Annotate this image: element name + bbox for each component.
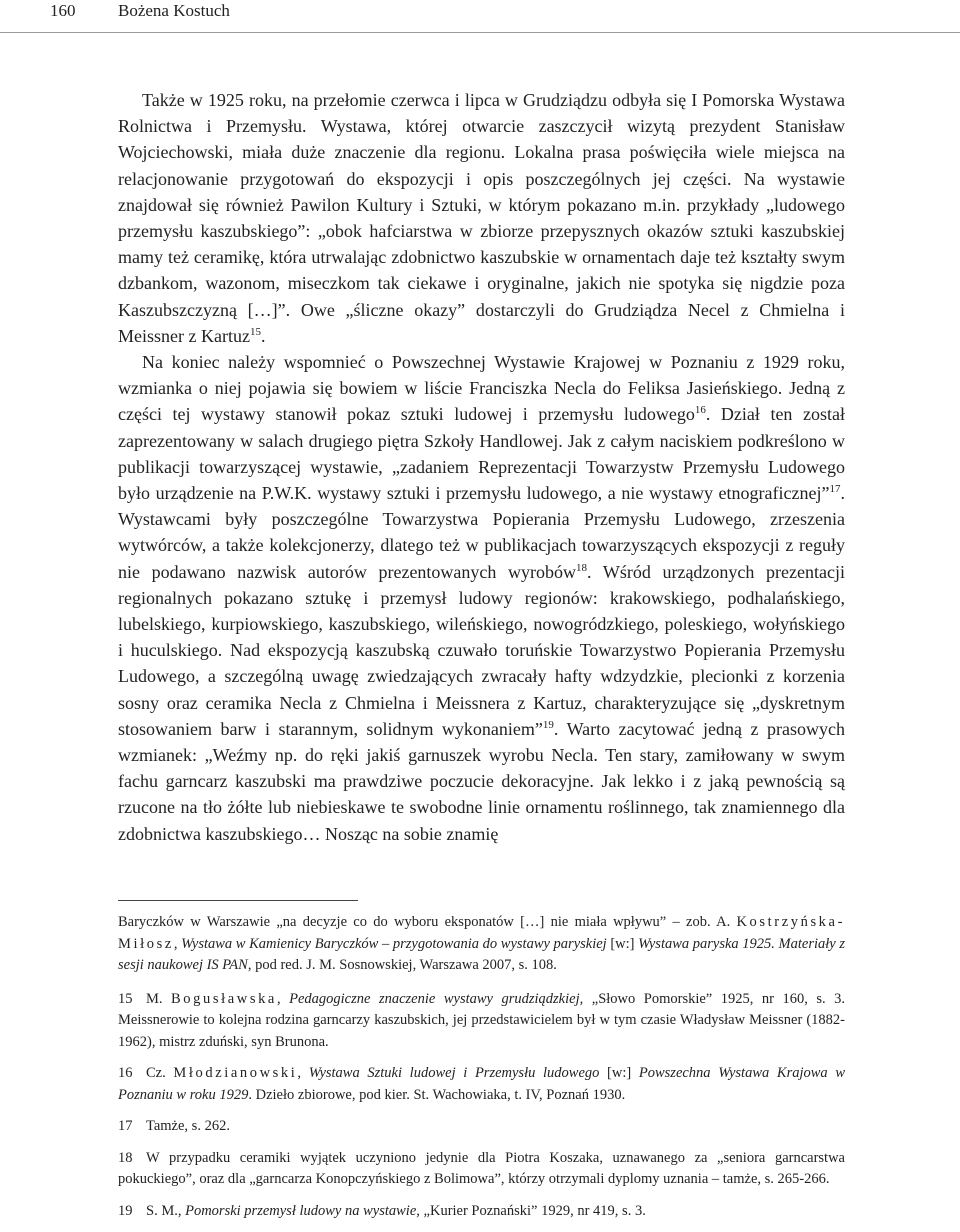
paragraph-1: Także w 1925 roku, na przełomie czerwca i lipca w Grudziądzu odbyła się I Pomorska Wystawa Rolnictwa i Przemysłu. Wystawa, której otwarcie zaszczycił wizytą prezydent Stanisław Wojciechowski, miała duże znaczenie dla regionu. Lokalna prasa poświęciła wiele miejsca na relacjonowanie przygotowań do ekspozycji i opis poszczególnych jej części. Na wystawie znajdował się również Pawilon Kultury i Sztuki, w którym pokazano m.in. przykłady „ludowego przemysłu kaszubskiego”: „obok hafciarstwa w zbiorze przepysznych okazów sztuki kaszubskiej mamy też ceramikę, która utrwalając zdobnictwo kaszubskie w ornamentach daje też kształty swym dzbankom, wazonom, miseczkom tak ciekawe i oryginalne, jakich nie spotyka się nigdzie poza Kaszubszczyzną […]”. Owe „śliczne okazy” dostarczyli do Grudziądza Necel z Chmielna i Meissner z Kartuz$^{15}$. bbox=[118, 90, 845, 346]
footnote-number: 16 bbox=[118, 1065, 133, 1081]
footnote-18 bbox=[118, 1148, 845, 1191]
fn-cont-title: Wystawa w Kamienicy Baryczków – przygotowania do wystawy paryskiej bbox=[181, 935, 607, 952]
fn19-text-a: S. M., bbox=[146, 1202, 186, 1219]
fn16-title: Wystawa Sztuki ludowej i Przemysłu ludowego bbox=[308, 1065, 600, 1081]
paragraph-2-seg5: . Warto zacytować jedną z prasowych wzmianek: „Weźmy np. do ręki jakiś garnuszek wyrobu Necla. Ten stary, zamiłowany w swym fachu garncarz kaszubski ma prawdziwe poczucie dekoracyjne. Jak lekko i z jaką pewnością są rzucone na tło żółte lub niebieskawe te swobodne linie ornamentu roślinnego, tak znamiennego dla zdobnictwa kaszubskiego… Nosząc na sobie znamię bbox=[118, 718, 845, 844]
fn18-text: W przypadku ceramiki wyjątek uczyniono jedynie dla Piotra Koszaka, uznawanego za „seniora garncarstwa pokuckiego”, oraz dla „garncarza Konopczyńskiego z Bolimowa”, którzy otrzymali dyplomy uznania – tamże, s. 265-266. bbox=[118, 1149, 845, 1187]
paragraph-2-seg3: . Wystawcami były poszczególne Towarzystwa Popierania Przemysłu Ludowego, zrzeszenia wytwórców, a także kolekcjonerzy, dlatego też w publikacjach towarzyszących ekspozycji z reguły nie podawano nazwisk autorów prezentowanych wyrobów bbox=[118, 483, 845, 582]
footnote-number: 17 bbox=[118, 1118, 133, 1134]
footnote-17 bbox=[118, 1116, 845, 1138]
fn17-text: Tamże, s. 262. bbox=[146, 1118, 230, 1134]
paragraph-2-seg1: Na koniec należy wspomnieć o Powszechnej Wystawie Krajowej w Poznaniu z 1929 roku, wzmianka o niej pojawia się bowiem w liście Franciszka Necla do Feliksa Jasieńskiego. Jedną z części tej wystawy stanowił pokaz sztuki ludowej i przemysłu ludowego bbox=[118, 352, 845, 425]
fn16-text-a: Cz. bbox=[146, 1065, 174, 1081]
page-number: 160 bbox=[50, 1, 76, 20]
fn-cont-text-c: [w:] bbox=[606, 935, 639, 952]
fn-cont-text-a: Baryczków w Warszawie „na decyzje co do wyboru eksponatów […] nie miała wpływu” – zob. A. bbox=[118, 914, 737, 930]
paragraph-1-text: Także w 1925 roku, na przełomie czerwca i lipca w Grudziądzu odbyła się I Pomorska Wystawa Rolnictwa i Przemysłu. Wystawa, której otwarcie zaszczycił wizytą prezydent Stanisław Wojciechowski, miała duże znaczenie dla regionu. Lokalna prasa poświęciła wiele miejsca na relacjonowanie przygotowań do ekspozycji i opis poszczególnych jej części. Na wystawie znajdował się również Pawilon Kultury i Sztuki, w którym pokazano m.in. przykłady „ludowego przemysłu kaszubskiego”: „obok hafciarstwa w zbiorze przepysznych okazów sztuki kaszubskiej mamy też ceramikę, która utrwalając zdobnictwo kaszubskie w ornamentach daje też kształty swym dzbankom, wazonom, miseczkom tak ciekawe i oryginalne, jakich nie spotyka się nigdzie poza Kaszubszczyzną […]”. Owe „śliczne okazy” dostarczyli do Grudziądza Necel z Chmielna i Meissner z Kartuz bbox=[118, 90, 845, 346]
fn19-text-b: „Kurier Poznański” 1929, nr 419, s. 3. bbox=[419, 1202, 646, 1219]
footnote-number: 15 bbox=[118, 990, 133, 1007]
fn16-author: Młodzianowski bbox=[173, 1065, 298, 1081]
footnote-ref-15[interactable]: 15 bbox=[249, 325, 261, 338]
fn19-title: Pomorski przemysł ludowy na wystawie, bbox=[185, 1202, 420, 1219]
fn16-title2: Powszechna Wystawa Krajowa w Poznaniu w roku 1929 bbox=[118, 1065, 845, 1103]
footnote-19 bbox=[118, 1201, 845, 1223]
fn16-text-b: , bbox=[297, 1065, 309, 1081]
footnotes bbox=[118, 912, 845, 1232]
paragraph-2-seg2: . Dział ten został zaprezentowany w salach drugiego piętra Szkoły Handlowej. Jak z całym naciskiem podkreślono w publikacji towarzyszącej wystawie, „zadaniem Reprezentacji Towarzystw Przemysłu Ludowego było urządzenie na P.W.K. wystawy sztuki i przemysłu ludowego, a nie wystawy etnograficznej” bbox=[118, 404, 845, 504]
running-header bbox=[0, 0, 960, 34]
footnote-16 bbox=[118, 1063, 845, 1106]
footnote-number: 18 bbox=[118, 1149, 133, 1166]
fn-cont-title2: Wystawa paryska 1925. Materiały z sesji naukowej IS PAN bbox=[118, 935, 846, 973]
footnote-ref-16[interactable]: 16 bbox=[694, 404, 706, 417]
fn15-author: Bogusławska bbox=[171, 990, 277, 1007]
header-rule bbox=[0, 32, 960, 33]
fn16-text-c: [w:] bbox=[599, 1065, 639, 1081]
fn15-text-a: M. bbox=[146, 990, 172, 1007]
footnote-ref-18[interactable]: 18 bbox=[576, 561, 588, 574]
paragraph-2-seg4: . Wśród urządzonych prezentacji regionalnych pokazano sztukę i przemysł ludowy regionów: krakowskiego, podhalańskiego, lubelskiego, kurpiowskiego, kaszubskiego, wileńskiego, nowogródzkiego, poleskiego, wołyńskiego i huculskiego. Nad ekspozycją kaszubską czuwało toruńskie Towarzystwo Popierania Przemysłu Ludowego, a szczególną uwagę zwiedzających zwracały hafty wdzydzkie, plecionki z korzenia sosny oraz ceramika Necla z Chmielna i Meissnera z Kartuz, charakteryzujące się „dyskretnym stosowaniem barw i starannym, solidnym wykonaniem” bbox=[118, 561, 845, 739]
footnote-ref-19[interactable]: 19 bbox=[542, 718, 554, 731]
fn-cont-author: Kostrzyńska-Miłosz bbox=[118, 914, 845, 952]
fn15-text-b: , bbox=[276, 990, 290, 1007]
running-head-author: Bożena Kostuch bbox=[118, 1, 230, 20]
paragraph-2 bbox=[118, 349, 845, 847]
fn-cont-text-d: , pod red. J. M. Sosnowskiej, Warszawa 2007, s. 108. bbox=[247, 957, 557, 973]
main-text bbox=[118, 87, 845, 847]
fn-cont-text-b: , bbox=[173, 935, 182, 952]
fn16-text-d: . Dzieło zbiorowe, pod kier. St. Wachowiaka, t. IV, Poznań 1930. bbox=[248, 1086, 626, 1103]
footnote-number: 19 bbox=[118, 1202, 133, 1219]
footnote-rule bbox=[118, 900, 358, 901]
fn15-title: Pedagogiczne znaczenie wystawy grudziądzkiej, bbox=[289, 990, 584, 1007]
footnote-ref-17[interactable]: 17 bbox=[829, 483, 841, 496]
footnote-15 bbox=[118, 989, 845, 1054]
fn15-text-c: „Słowo Pomorskie” 1925, nr 160, s. 3. Meissnerowie to kolejna rodzina garncarzy kaszubskich, jej przedstawicielem był w tym czasie Władysław Meissner (1882-1962), mistrz zduński, syn Brunona. bbox=[118, 990, 845, 1050]
footnote-continued bbox=[118, 912, 845, 977]
